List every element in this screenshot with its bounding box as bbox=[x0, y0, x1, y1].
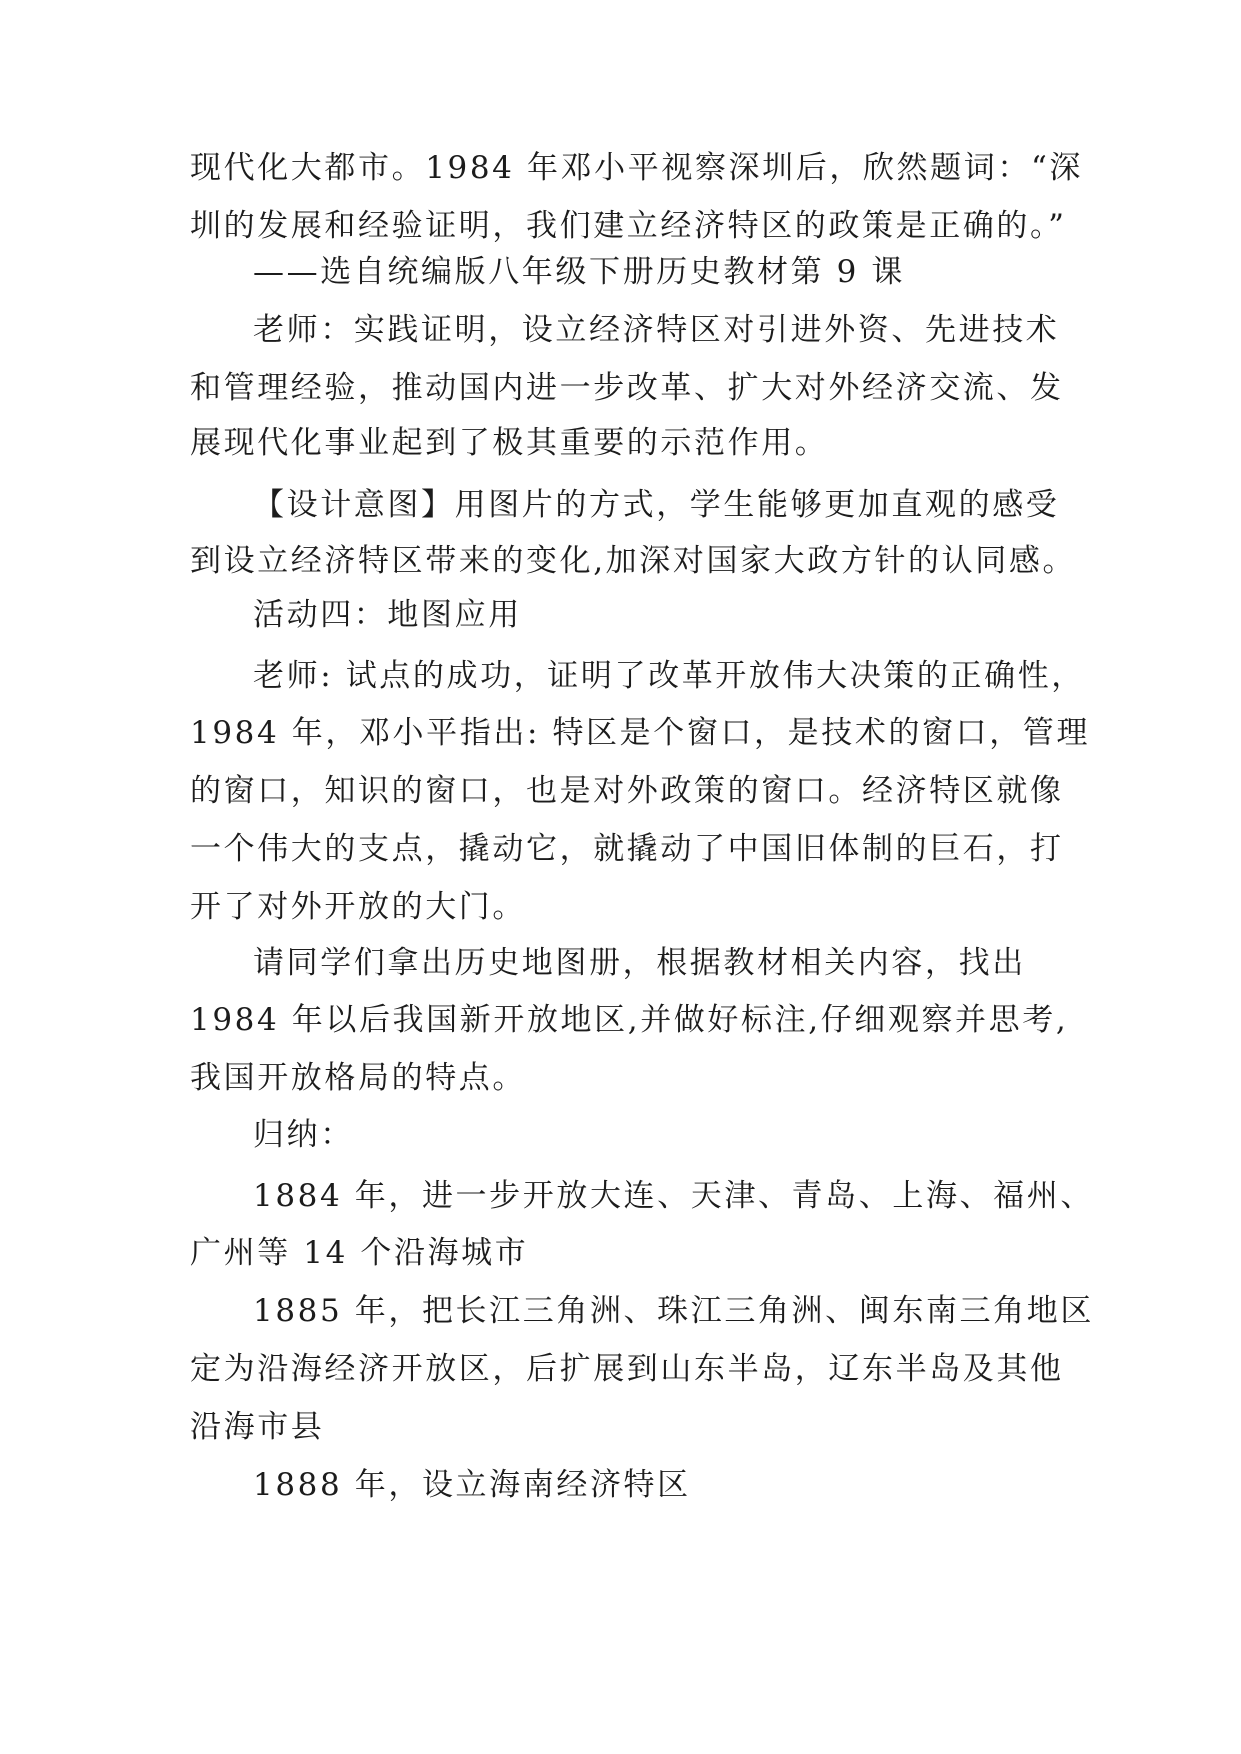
text-line: 一个伟大的支点，撬动它，就撬动了中国旧体制的巨石，打 bbox=[190, 831, 1064, 867]
summary-heading: 归纳： bbox=[253, 1117, 354, 1153]
text-line: 展现代化事业起到了极其重要的示范作用。 bbox=[190, 425, 829, 461]
design-intent-line: 【设计意图】用图片的方式，学生能够更加直观的感受 bbox=[253, 487, 1060, 523]
text-line: 1884 年，进一步开放大连、天津、青岛、上海、福州、 bbox=[253, 1178, 1094, 1214]
text-line: 圳的发展和经验证明，我们建立经济特区的政策是正确的。” bbox=[190, 208, 1067, 244]
text-line: 请同学们拿出历史地图册，根据教材相关内容，找出 bbox=[253, 945, 1026, 981]
text-line: 1888 年，设立海南经济特区 bbox=[253, 1467, 691, 1503]
text-line: 1885 年，把长江三角洲、珠江三角洲、闽东南三角地区 bbox=[253, 1293, 1094, 1329]
text-line: 广州等 14 个沿海城市 bbox=[190, 1235, 529, 1271]
text-line: 老师: 试点的成功，证明了改革开放伟大决策的正确性， bbox=[253, 658, 1085, 694]
text-line: 老师：实践证明，设立经济特区对引进外资、先进技术 bbox=[253, 312, 1060, 348]
citation-line: ——选自统编版八年级下册历史教材第 9 课 bbox=[253, 254, 906, 290]
text-line: 现代化大都市。1984 年邓小平视察深圳后，欣然题词：“深 bbox=[190, 150, 1083, 186]
text-line: 开了对外开放的大门。 bbox=[190, 889, 526, 925]
text-line: 沿海市县 bbox=[190, 1409, 325, 1445]
text-line: 到设立经济特区带来的变化,加深对国家大政方针的认同感。 bbox=[190, 543, 1077, 579]
text-line: 和管理经验，推动国内进一步改革、扩大对外经济交流、发 bbox=[190, 370, 1064, 406]
text-line: 的窗口，知识的窗口，也是对外政策的窗口。经济特区就像 bbox=[190, 773, 1064, 809]
activity-heading: 活动四：地图应用 bbox=[253, 597, 522, 633]
text-line: 1984 年，邓小平指出: 特区是个窗口，是技术的窗口，管理 bbox=[190, 715, 1091, 751]
text-line: 定为沿海经济开放区，后扩展到山东半岛，辽东半岛及其他 bbox=[190, 1351, 1064, 1387]
text-line: 我国开放格局的特点。 bbox=[190, 1060, 526, 1096]
text-line: 1984 年以后我国新开放地区,并做好标注,仔细观察并思考, bbox=[190, 1002, 1069, 1038]
